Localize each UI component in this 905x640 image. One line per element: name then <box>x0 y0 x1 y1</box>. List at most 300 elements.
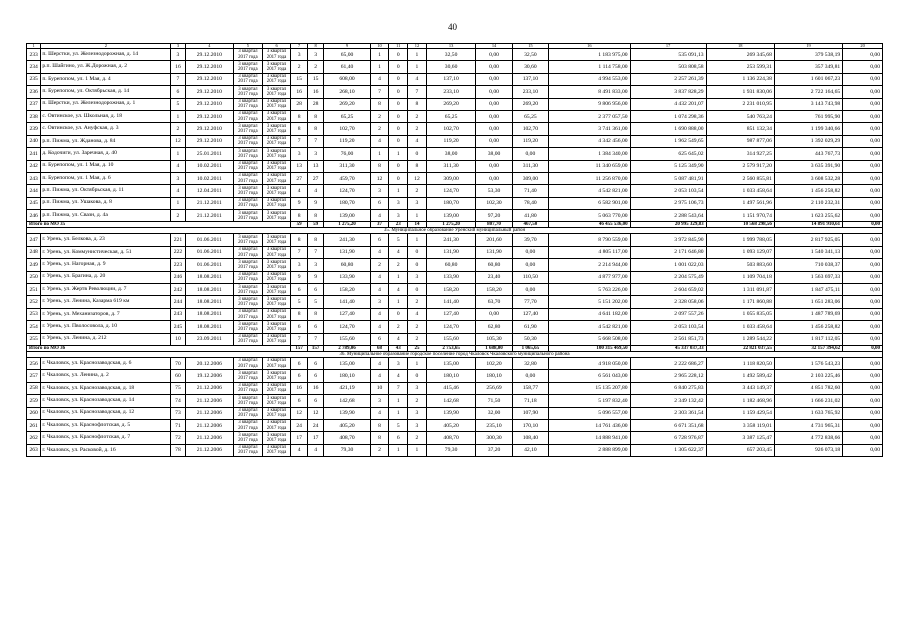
table-cell: 4 <box>171 160 185 172</box>
table-cell: 2 560 855,81 <box>706 172 774 184</box>
table-cell: 1 183 975,00 <box>549 49 631 61</box>
table-cell: 3 <box>408 197 427 209</box>
table-cell: 0 <box>389 73 408 85</box>
table-cell: 79,30 <box>426 444 476 456</box>
table-cell: 245 <box>27 197 41 209</box>
table-row <box>27 234 883 246</box>
table-cell: 2 053 103,54 <box>630 185 706 197</box>
table-cell: 1 540 341,13 <box>774 246 842 258</box>
table-cell: 7 <box>389 382 408 394</box>
table-cell: 1 <box>370 61 389 73</box>
table-cell: 608,00 <box>324 73 370 85</box>
table-cell: 3 квартал 2017 года <box>262 370 291 382</box>
table-cell: 535 091,13 <box>630 49 706 61</box>
table-cell: 2 <box>370 123 389 135</box>
table-cell: 102,70 <box>324 123 370 135</box>
table-cell: 2 257 261,39 <box>630 73 706 85</box>
table-cell: 3 квартал 2017 года <box>262 259 291 271</box>
table-cell: 29.12.2010 <box>185 123 233 135</box>
table-cell: 6 <box>291 357 308 369</box>
table-cell: 4 877 977,00 <box>549 271 631 283</box>
table-row <box>27 123 883 135</box>
table-cell: 119,20 <box>426 135 476 147</box>
table-cell: 1 <box>408 444 427 456</box>
table-cell: 4 851 782,60 <box>774 382 842 394</box>
table-cell: 8 <box>370 419 389 431</box>
table-cell: 1 962 549,65 <box>630 135 706 147</box>
table-cell: 2 <box>370 444 389 456</box>
table-row <box>27 210 883 222</box>
table-cell: 158,77 <box>512 382 548 394</box>
table-cell: 141,40 <box>324 296 370 308</box>
table-row <box>27 61 883 73</box>
table-cell: 238 <box>27 110 41 122</box>
table-cell: 311,30 <box>512 160 548 172</box>
table-row <box>27 407 883 419</box>
table-cell: 3 квартал 2017 года <box>234 357 263 369</box>
table-cell: Итого по МО 36 <box>27 345 291 351</box>
table-cell: 1 <box>389 185 408 197</box>
table-cell: 0 <box>408 246 427 258</box>
table-row <box>27 271 883 283</box>
table-cell: 1 601 067,23 <box>774 73 842 85</box>
table-cell: 0 <box>408 370 427 382</box>
table-cell: 4 731 965,31 <box>774 419 842 431</box>
table-cell: 78,40 <box>512 197 548 209</box>
table-row <box>27 172 883 184</box>
column-number: 20 <box>843 44 883 49</box>
column-number: 12 <box>408 44 427 49</box>
table-cell: 3 квартал 2017 года <box>234 172 263 184</box>
table-cell: 102,20 <box>476 357 512 369</box>
table-cell: г. Чкаловск, ул. Ленина, д. 2 <box>41 370 171 382</box>
table-cell: 3 квартал 2017 года <box>234 49 263 61</box>
table-cell: 2 <box>408 395 427 407</box>
table-cell: 3 квартал 2017 года <box>262 197 291 209</box>
table-cell: 74 <box>171 395 185 407</box>
table-cell: 8 790 559,00 <box>549 234 631 246</box>
table-cell: 5 197 832,40 <box>549 395 631 407</box>
table-row <box>27 49 883 61</box>
column-number: 14 <box>476 44 512 49</box>
table-cell: 1 289 544,22 <box>706 333 774 345</box>
table-cell: 3 <box>408 407 427 419</box>
column-number: 5 <box>234 44 263 49</box>
table-cell: 12.04.2011 <box>185 185 233 197</box>
table-cell: 244 <box>171 296 185 308</box>
table-cell: 16 <box>291 86 308 98</box>
table-cell: 233,10 <box>512 86 548 98</box>
table-cell: 21.12.2006 <box>185 395 233 407</box>
table-cell: 2 <box>408 123 427 135</box>
table-cell: 0 <box>389 86 408 98</box>
table-cell: 3 квартал 2017 года <box>234 271 263 283</box>
table-cell: 30,60 <box>512 61 548 73</box>
table-cell: 1 666 231,02 <box>774 395 842 407</box>
table-cell: 71,40 <box>512 185 548 197</box>
table-cell: 7 <box>370 86 389 98</box>
table-cell: 1 <box>408 357 427 369</box>
table-cell: 14 888 941,00 <box>549 432 631 444</box>
column-number: 19 <box>774 44 842 49</box>
column-number: 4 <box>185 44 233 49</box>
table-cell: 2 204 575,49 <box>630 271 706 283</box>
table-cell: 3 квартал 2017 года <box>262 432 291 444</box>
table-cell: 926 073,18 <box>774 444 842 456</box>
column-number: 8 <box>307 44 324 49</box>
table-cell: 108,40 <box>512 432 548 444</box>
table-row <box>27 73 883 85</box>
table-cell: 4 342 456,00 <box>549 135 631 147</box>
table-cell: 3 квартал 2017 года <box>234 135 263 147</box>
table-cell: 263 <box>27 444 41 456</box>
table-cell: 0,00 <box>843 61 883 73</box>
table-cell: 1 171 860,88 <box>706 296 774 308</box>
column-number: 16 <box>549 44 631 49</box>
column-number: 6 <box>262 44 291 49</box>
table-cell: 14 761 436,00 <box>549 419 631 431</box>
table-cell: 7 <box>291 246 308 258</box>
table-cell: 3 квартал 2017 года <box>262 172 291 184</box>
table-cell: 0 <box>389 61 408 73</box>
table-cell: 18.08.2011 <box>185 296 233 308</box>
table-cell: 15 <box>307 73 324 85</box>
table-cell: 180,70 <box>324 197 370 209</box>
table-cell: 77,70 <box>512 296 548 308</box>
table-cell: 0,00 <box>843 432 883 444</box>
table-cell: 3 квартал 2017 года <box>234 308 263 320</box>
table-cell: 3 квартал 2017 года <box>262 123 291 135</box>
table-cell: 21.12.2006 <box>185 407 233 419</box>
table-cell: 0,00 <box>843 160 883 172</box>
table-cell: 0,00 <box>512 148 548 160</box>
table-cell: 0,00 <box>476 172 512 184</box>
table-cell: 60,80 <box>426 259 476 271</box>
table-cell: 2 097 557,26 <box>630 308 706 320</box>
table-cell: 0,00 <box>476 160 512 172</box>
table-cell: 5 763 226,00 <box>549 284 631 296</box>
table-cell: 0,00 <box>476 49 512 61</box>
table-cell: 4 <box>307 185 324 197</box>
table-cell: 4 <box>370 284 389 296</box>
table-cell: 6 <box>307 395 324 407</box>
table-cell: 761 995,90 <box>774 110 842 122</box>
table-cell: 467,50 <box>512 222 548 228</box>
table-cell: 142,68 <box>426 395 476 407</box>
table-cell: 243 <box>171 308 185 320</box>
table-cell: 2 377 057,50 <box>549 110 631 122</box>
table-cell: 0 <box>408 259 427 271</box>
table-cell: 3 квартал 2017 года <box>234 259 263 271</box>
table-cell: 4 <box>408 308 427 320</box>
table-cell: 1 <box>370 148 389 160</box>
table-cell: 3 квартал 2017 года <box>234 197 263 209</box>
table-cell: 3 квартал 2017 года <box>262 308 291 320</box>
table-cell: 3 квартал 2017 года <box>234 123 263 135</box>
table-cell: 3 квартал 2017 года <box>262 357 291 369</box>
table-cell: 11 256 870,00 <box>549 172 631 184</box>
table-cell: 16 <box>307 382 324 394</box>
table-cell: 1 199 340,66 <box>774 123 842 135</box>
table-cell: 131,90 <box>476 246 512 258</box>
table-cell: 79,30 <box>324 444 370 456</box>
table-cell: 5 <box>389 234 408 246</box>
table-cell: 1 456 258,82 <box>774 185 842 197</box>
table-row <box>27 86 883 98</box>
table-cell: 3 <box>408 419 427 431</box>
table-cell: 38,00 <box>476 148 512 160</box>
table-cell: 0,00 <box>843 419 883 431</box>
table-cell: 3 квартал 2017 года <box>262 148 291 160</box>
table-cell: 239 <box>27 123 41 135</box>
column-number: 7 <box>291 44 308 49</box>
table-cell: 2 965 228,12 <box>630 370 706 382</box>
column-number: 18 <box>706 44 774 49</box>
table-cell: 20 995 329,83 <box>630 222 706 228</box>
table-cell: 13 <box>291 160 308 172</box>
table-cell: 0,00 <box>512 284 548 296</box>
table-cell: 5 096 557,00 <box>549 407 631 419</box>
table-cell: 1 <box>408 61 427 73</box>
table-cell: 72 <box>171 432 185 444</box>
table-cell: 6 <box>307 284 324 296</box>
table-cell: 256,69 <box>476 382 512 394</box>
table-cell: 2 975 106,73 <box>630 197 706 209</box>
table-cell: 11 340 659,00 <box>549 160 631 172</box>
table-cell: 2 <box>171 210 185 222</box>
table-cell: г. Урень, ул. Ленина, Казарма 619 км <box>41 296 171 308</box>
table-cell: 2 231 010,95 <box>706 98 774 110</box>
table-cell: 139,90 <box>426 407 476 419</box>
table-cell: 245 <box>171 321 185 333</box>
table-row <box>27 333 883 345</box>
table-body <box>27 44 883 457</box>
table-cell: 0,00 <box>476 308 512 320</box>
table-cell: 0,00 <box>843 73 883 85</box>
table-cell: 135,00 <box>426 357 476 369</box>
table-cell: 38,00 <box>426 148 476 160</box>
table-cell: 30,60 <box>426 61 476 73</box>
table-cell: 105,30 <box>476 333 512 345</box>
table-cell: 357 349,81 <box>774 61 842 73</box>
table-cell: 8 <box>408 160 427 172</box>
table-cell: 3 443 149,37 <box>706 382 774 394</box>
table-cell: 43 <box>389 345 408 351</box>
table-cell: 4 <box>370 321 389 333</box>
table-cell: 1 <box>389 271 408 283</box>
table-cell: 29.12.2010 <box>185 135 233 147</box>
table-cell: 32,80 <box>512 357 548 369</box>
column-number: 9 <box>324 44 370 49</box>
table-cell: 9 806 956,00 <box>549 98 631 110</box>
table-cell: 158,20 <box>476 284 512 296</box>
table-cell: 0 <box>389 110 408 122</box>
table-cell: 16 <box>291 382 308 394</box>
table-cell: 0,00 <box>476 135 512 147</box>
table-cell: 75 <box>171 382 185 394</box>
table-cell: 237 <box>27 98 41 110</box>
table-cell: 0,00 <box>843 185 883 197</box>
table-cell: 12 <box>408 172 427 184</box>
page-number: 40 <box>448 22 457 32</box>
table-cell: 443 767,73 <box>774 148 842 160</box>
table-cell: 12 <box>291 407 308 419</box>
table-cell: 60,80 <box>476 259 512 271</box>
table-cell: 32 157 394,62 <box>774 345 842 351</box>
table-cell: 6 <box>307 357 324 369</box>
table-cell: 155,60 <box>426 333 476 345</box>
table-row <box>27 357 883 369</box>
table-cell: 1 847 475,11 <box>774 284 842 296</box>
table-cell: 7 <box>171 73 185 85</box>
table-cell: 62,80 <box>476 321 512 333</box>
table-cell: 5 668 508,00 <box>549 333 631 345</box>
table-cell: 3 квартал 2017 года <box>262 98 291 110</box>
table-cell: 3 741 361,00 <box>549 123 631 135</box>
table-cell: 241 <box>27 148 41 160</box>
table-cell: 0,00 <box>843 172 883 184</box>
table-cell: 1 487 789,69 <box>774 308 842 320</box>
table-cell: 8 <box>307 123 324 135</box>
housing-program-table <box>26 43 883 457</box>
table-cell: 28 <box>291 98 308 110</box>
table-cell: 8 <box>291 210 308 222</box>
column-number: 3 <box>171 44 185 49</box>
table-cell: 2 <box>389 321 408 333</box>
table-cell: 27 <box>307 172 324 184</box>
table-cell: 0,00 <box>843 259 883 271</box>
table-cell: 4 <box>370 271 389 283</box>
table-cell: 1 114 758,00 <box>549 61 631 73</box>
table-cell: 1 <box>171 110 185 122</box>
table-cell: 139,00 <box>426 210 476 222</box>
table-cell: 0,00 <box>843 382 883 394</box>
table-cell: 42,10 <box>512 444 548 456</box>
table-cell: п. Бурепопом, ул. 1 Мая, д. 6 <box>41 172 171 184</box>
table-cell: 2 722 164,65 <box>774 86 842 98</box>
table-cell: 2 <box>370 110 389 122</box>
table-cell: 15 135 207,80 <box>549 382 631 394</box>
table-cell: 3 квартал 2017 года <box>262 61 291 73</box>
table-cell: 7 <box>307 246 324 258</box>
table-cell: 139,90 <box>324 407 370 419</box>
table-row <box>27 419 883 431</box>
table-cell: 4 <box>307 444 324 456</box>
table-cell: 3 квартал 2017 года <box>262 407 291 419</box>
table-cell: 3 квартал 2017 года <box>262 284 291 296</box>
table-cell: 4 542 821,00 <box>549 185 631 197</box>
table-cell: 3 квартал 2017 года <box>234 284 263 296</box>
table-row <box>27 148 883 160</box>
table-cell: 1 <box>389 407 408 419</box>
table-cell: 0,00 <box>476 123 512 135</box>
table-cell: 0,00 <box>843 271 883 283</box>
table-row <box>27 308 883 320</box>
table-cell: 242 <box>171 284 185 296</box>
table-cell: 251 <box>27 284 41 296</box>
table-cell: 1 001 022,03 <box>630 259 706 271</box>
table-cell: 180,70 <box>426 197 476 209</box>
table-cell: 97,20 <box>476 210 512 222</box>
table-cell: 269 345,68 <box>706 49 774 61</box>
table-cell: г. Чкаловск, ул. Краснозаводская, д. 12 <box>41 407 171 419</box>
table-row <box>27 110 883 122</box>
table-cell: 269,20 <box>324 98 370 110</box>
table-cell: 5 <box>389 419 408 431</box>
table-cell: 2 328 058,06 <box>630 296 706 308</box>
table-cell: 8 <box>408 98 427 110</box>
table-cell: г. Урень, ул. Механизаторов, д. 7 <box>41 308 171 320</box>
table-cell: 29.12.2010 <box>185 86 233 98</box>
table-cell: 32,50 <box>426 49 476 61</box>
table-cell: 4 <box>370 407 389 419</box>
table-cell: 21.12.2011 <box>185 197 233 209</box>
table-cell: 3 квартал 2017 года <box>234 185 263 197</box>
table-cell: 21.12.2006 <box>185 432 233 444</box>
table-cell: 3 квартал 2017 года <box>262 246 291 258</box>
table-cell: 710 038,37 <box>774 259 842 271</box>
table-cell: 3 квартал 2017 года <box>262 210 291 222</box>
table-cell: 3 635 391,90 <box>774 160 842 172</box>
table-cell: 35. Муниципальное образование Уренский муниципальный район <box>27 228 883 234</box>
table-cell: 1 159 429,54 <box>706 407 774 419</box>
table-cell: 4 641 182,00 <box>549 308 631 320</box>
table-cell: г. Урень, ул. Ленина, д. 212 <box>41 333 171 345</box>
table-cell: 1 055 835,05 <box>706 308 774 320</box>
table-cell: 233 <box>27 49 41 61</box>
table-cell: 4 <box>370 210 389 222</box>
table-row <box>27 259 883 271</box>
table-row <box>27 296 883 308</box>
table-cell: 65,25 <box>426 110 476 122</box>
table-cell: 0 <box>408 148 427 160</box>
table-cell: 0,00 <box>843 296 883 308</box>
table-cell: 1 065,65 <box>512 345 548 351</box>
table-cell: 1 <box>389 148 408 160</box>
table-cell: 17 <box>291 432 308 444</box>
table-cell: 8 <box>291 110 308 122</box>
table-cell: г. Чкаловск, ул. Краснозаводская, д. 6 <box>41 357 171 369</box>
table-cell: 76,00 <box>324 148 370 160</box>
table-cell: 137,10 <box>426 73 476 85</box>
table-cell: 18.08.2011 <box>185 284 233 296</box>
table-cell: 137,10 <box>512 73 548 85</box>
table-cell: 158,20 <box>324 284 370 296</box>
table-cell: 13 <box>307 160 324 172</box>
table-cell: г. Урень, ул. Нагорная, д. 9 <box>41 259 171 271</box>
table-cell: 1 093 129,07 <box>706 246 774 258</box>
table-cell: 8 <box>291 234 308 246</box>
table-cell: 3 837 828,29 <box>630 86 706 98</box>
table-cell: 131,90 <box>324 246 370 258</box>
table-row <box>27 135 883 147</box>
table-cell: 2 <box>408 432 427 444</box>
table-cell: 4 542 821,00 <box>549 321 631 333</box>
table-cell: 124,70 <box>324 185 370 197</box>
table-cell: 1 <box>408 234 427 246</box>
table-cell: 657 203,45 <box>706 444 774 456</box>
table-cell: 180,10 <box>324 370 370 382</box>
table-cell: 107,90 <box>512 407 548 419</box>
table-cell: 4 772 838,66 <box>774 432 842 444</box>
table-cell: 1 <box>370 49 389 61</box>
table-cell: 01.06.2011 <box>185 246 233 258</box>
table-cell: 1 033 458,64 <box>706 185 774 197</box>
table-cell: 20.12.2006 <box>185 357 233 369</box>
table-cell: 244 <box>27 185 41 197</box>
table-cell: 0,00 <box>843 234 883 246</box>
table-cell: 22 821 037,55 <box>706 345 774 351</box>
